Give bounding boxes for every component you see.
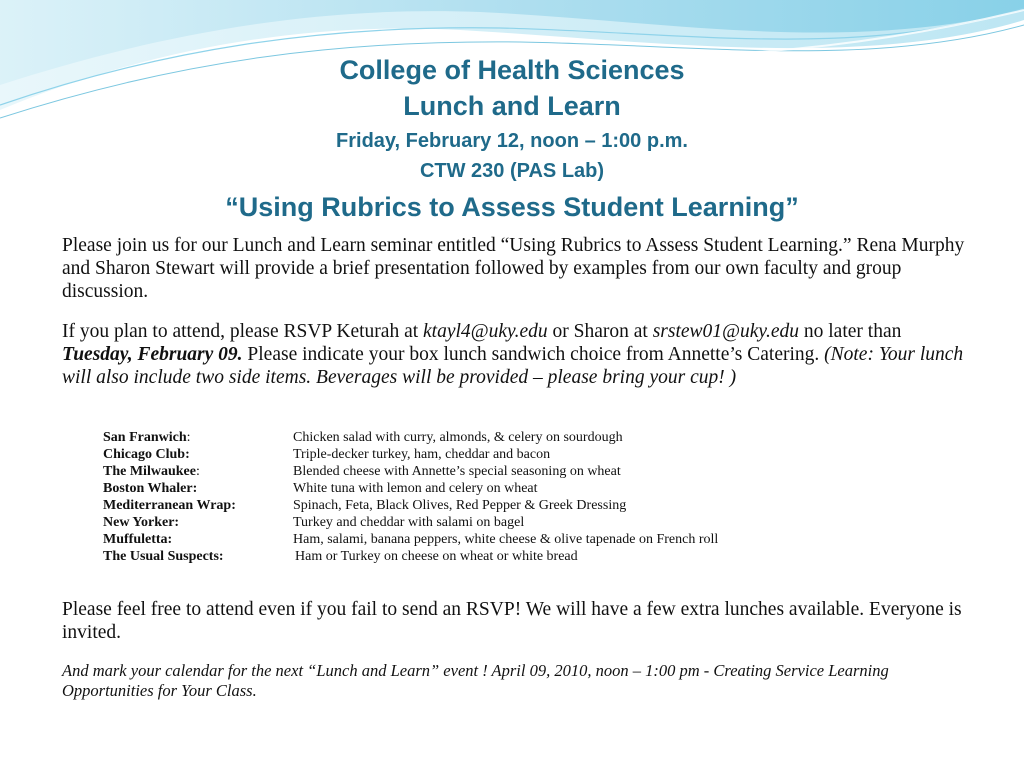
rsvp-text-3: no later than	[799, 321, 902, 342]
menu-item	[103, 531, 903, 548]
closing-paragraph: Please feel free to attend even if you fail to send an RSVP! We will have a few extra lunches available. Everyone is invited.	[62, 599, 962, 643]
menu-item-description: Ham, salami, banana peppers, white cheese & olive tapenade on French roll	[293, 532, 719, 547]
next-event-paragraph: And mark your calendar for the next “Lunch and Learn” event ! April 09, 2010, noon – 1:00 pm - Creating Service Learning Opportunities for Your Class.	[62, 661, 889, 700]
rsvp-paragraph	[62, 320, 972, 389]
menu-item	[103, 548, 903, 565]
menu-item: The Milwaukee: Blended cheese with Annette’s special seasoning on wheat	[103, 464, 621, 479]
rsvp-note: (Note: Your lunch will also include two side items. Beverages will be provided – please bring your cup! )	[62, 344, 964, 388]
rsvp-email-keturah: ktayl4@uky.edu	[423, 321, 548, 342]
sandwich-menu	[103, 429, 903, 565]
menu-item-description: Triple-decker turkey, ham, cheddar and bacon	[293, 447, 551, 462]
header-date-time: Friday, February 12, noon – 1:00 p.m.	[336, 130, 688, 152]
intro-paragraph: Please join us for our Lunch and Learn seminar entitled “Using Rubrics to Assess Student Learning.” Rena Murphy and Sharon Stewart will provide a brief presentation followed by examples from our own faculty and group discussion.	[62, 235, 965, 302]
rsvp-text-4: Please indicate your box lunch sandwich choice from Annette’s Catering.	[242, 344, 825, 365]
header-event-name: Lunch and Learn	[403, 91, 621, 121]
menu-item-name: The Milwaukee	[103, 464, 196, 479]
menu-item: San Franwich: Chicken salad with curry, almonds, & celery on sourdough	[103, 430, 623, 445]
menu-item-description: White tuna with lemon and celery on wheat	[293, 481, 538, 496]
header-session-title: “Using Rubrics to Assess Student Learning”	[225, 192, 799, 222]
menu-item-name: Boston Whaler:	[103, 481, 198, 496]
menu-item	[103, 497, 903, 514]
menu-item-name: Chicago Club:	[103, 447, 190, 462]
rsvp-email-sharon: srstew01@uky.edu	[652, 321, 800, 342]
menu-item	[103, 446, 903, 463]
menu-item-name: The Usual Suspects:	[103, 549, 224, 564]
header-location: CTW 230 (PAS Lab)	[419, 160, 605, 182]
menu-item-description: Blended cheese with Annette’s special seasoning on wheat	[293, 464, 621, 479]
menu-item-description: Spinach, Feta, Black Olives, Red Pepper & Greek Dressing	[293, 498, 627, 513]
menu-item	[103, 514, 903, 531]
menu-item-description: Turkey and cheddar with salami on bagel	[293, 515, 525, 530]
menu-item	[103, 480, 903, 497]
slide-header	[0, 52, 1024, 226]
menu-item-description: Ham or Turkey on cheese on wheat or white bread	[295, 549, 578, 564]
menu-item-name: Mediterranean Wrap:	[103, 498, 236, 513]
rsvp-deadline: Tuesday, February 09.	[62, 344, 243, 365]
menu-item-description: Chicken salad with curry, almonds, & celery on sourdough	[293, 430, 623, 445]
menu-item-name: San Franwich	[103, 430, 187, 445]
menu-item-name: Muffuletta:	[103, 532, 173, 547]
rsvp-text-1: If you plan to attend, please RSVP Keturah at	[62, 321, 424, 342]
header-college: College of Health Sciences	[339, 55, 685, 85]
menu-item-name: New Yorker:	[103, 515, 180, 530]
rsvp-text-2: or Sharon at	[547, 321, 653, 342]
